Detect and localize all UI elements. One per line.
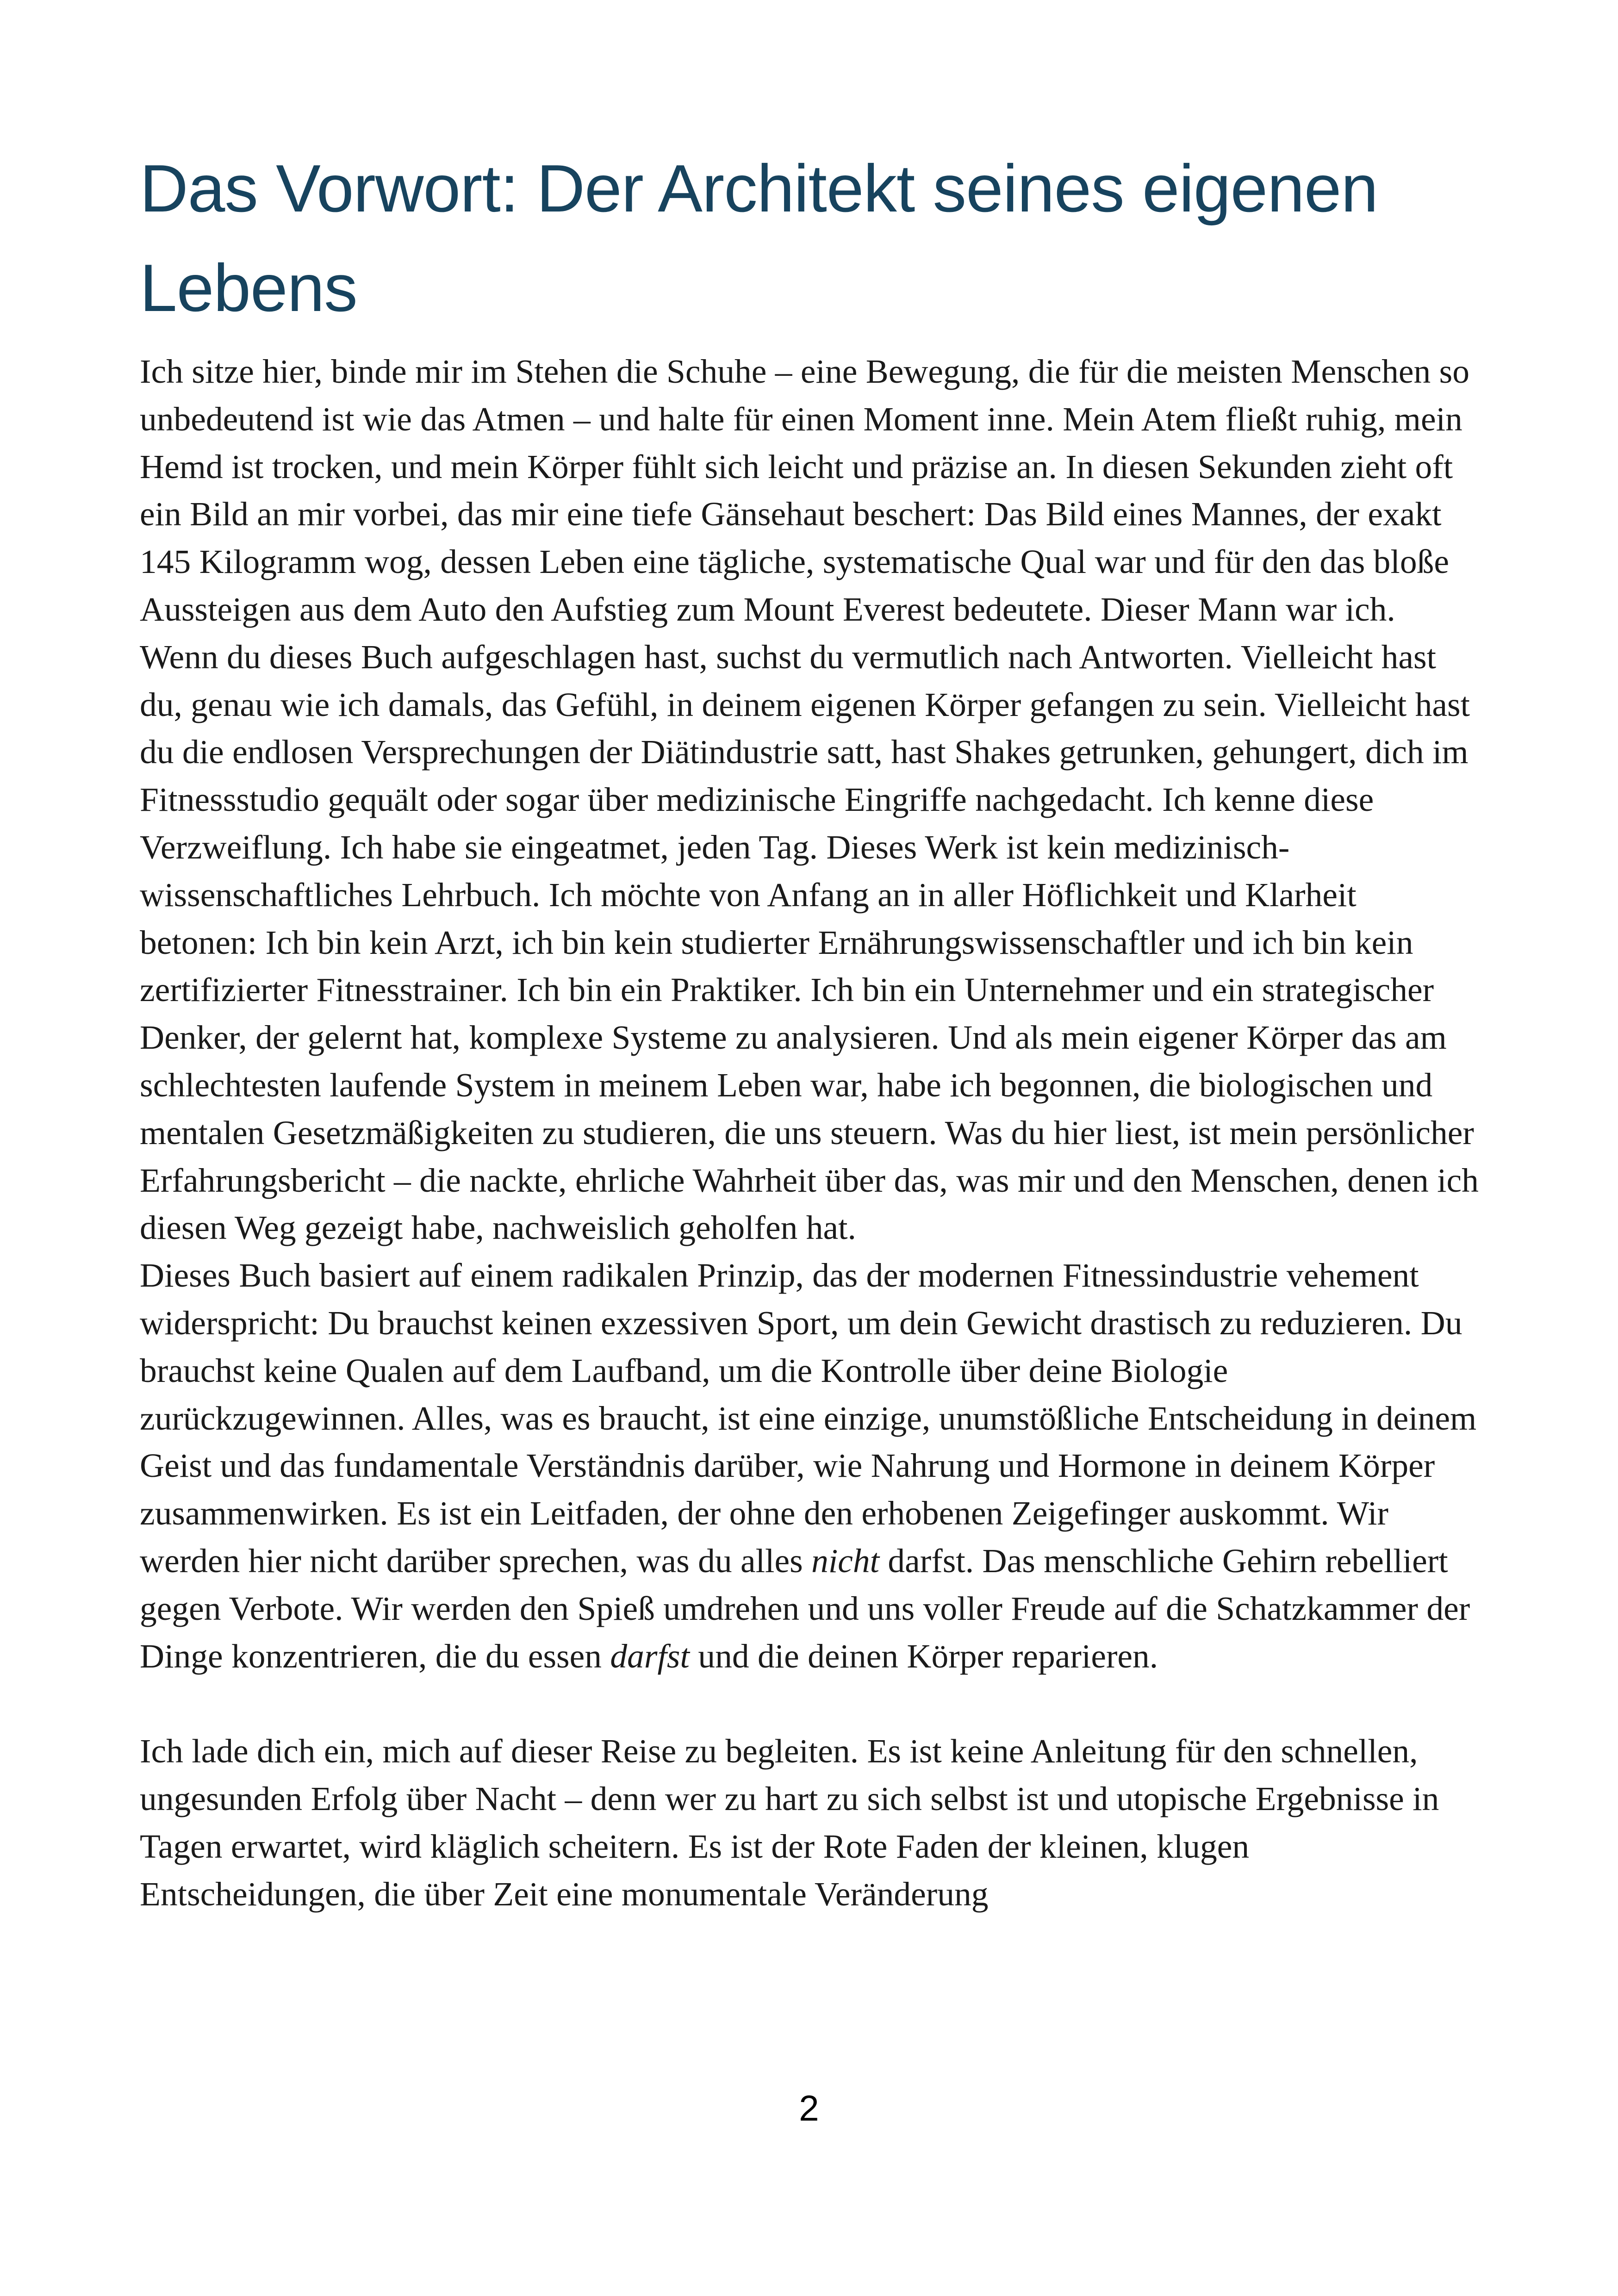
- page-number: 2: [799, 2088, 819, 2128]
- body-text: [140, 348, 1482, 1918]
- emphasis-nicht: nicht: [811, 1542, 880, 1580]
- emphasis-darfst: darfst: [610, 1637, 690, 1675]
- paragraph-1: Ich sitze hier, binde mir im Stehen die Schuhe – eine Bewegung, die für die meisten Menschen so unbedeutend ist wie das Atmen – und halte für einen Moment inne. Mein Atem fließt ruhig, mein Hemd ist trocken, und mein Körper fühlt sich leicht und präzise an. In diesen Sekunden zieht oft ein Bild an mir vorbei, das mir eine tiefe Gänsehaut beschert: Das Bild eines Mannes, der exakt 145 Kilogramm wog, dessen Leben eine tägliche, systematische Qual war und für den das bloße Aussteigen aus dem Auto den Aufstieg zum Mount Everest bedeutete. Dieser Mann war ich.: [140, 353, 1469, 628]
- paragraph-4: Ich lade dich ein, mich auf dieser Reise zu begleiten. Es ist keine Anleitung für den schnellen, ungesunden Erfolg über Nacht – denn wer zu hart zu sich selbst ist und utopische Ergebnisse in Tagen erwartet, wird kläglich scheitern. Es ist der Rote Faden der kleinen, klugen Entscheidungen, die über Zeit eine monumentale Veränderung: [140, 1732, 1439, 1913]
- paragraph-2: Wenn du dieses Buch aufgeschlagen hast, suchst du vermutlich nach Antworten. Vielleicht hast du, genau wie ich damals, das Gefühl, in deinem eigenen Körper gefangen zu sein. Vielleicht hast du die endlosen Versprechungen der Diätindustrie satt, hast Shakes getrunken, gehungert, dich im Fitnessstudio gequält oder sogar über medizinische Eingriffe nachgedacht. Ich kenne diese Verzweiflung. Ich habe sie eingeatmet, jeden Tag. Dieses Werk ist kein medizinisch-wissenschaftliches Lehrbuch. Ich möchte von Anfang an in aller Höflichkeit und Klarheit betonen: Ich bin kein Arzt, ich bin kein studierter Ernährungswissenschaftler und ich bin kein zertifizierter Fitnesstrainer. Ich bin ein Praktiker. Ich bin ein Unternehmer und ein strategischer Denker, der gelernt hat, komplexe Systeme zu analysieren. Und als mein eigener Körper das am schlechtesten laufende System in meinem Leben war, habe ich begonnen, die biologischen und mentalen Gesetzmäßigkeiten zu studieren, die uns steuern. Was du hier liest, ist mein persönlicher Erfahrungsbericht – die nackte, ehrliche Wahrheit über das, was mir und den Menschen, denen ich diesen Weg gezeigt habe, nachweislich geholfen hat.: [140, 638, 1479, 1247]
- paragraph-3-part-1: Dieses Buch basiert auf einem radikalen Prinzip, das der modernen Fitnessindustrie vehement widerspricht: Du brauchst keinen exzessiven Sport, um dein Gewicht drastisch zu reduzieren. Du brauchst keine Qualen auf dem Laufband, um die Kontrolle über deine Biologie zurückzugewinnen. Alles, was es braucht, ist eine einzige, unumstößliche Entscheidung in deinem Geist und das fundamentale Verständnis darüber, wie Nahrung und Hormone in deinem Körper zusammenwirken. Es ist ein Leitfaden, der ohne den erhobenen Zeigefinger auskommt. Wir werden hier nicht darüber sprechen, was du alles: [140, 1257, 1477, 1580]
- paragraph-3: [140, 1252, 1482, 1680]
- paragraph-3-part-3: und die deinen Körper reparieren.: [698, 1637, 1158, 1675]
- paragraph-3-part-2: darfst. Das menschliche Gehirn rebelliert gegen Verbote. Wir werden den Spieß umdrehen und uns voller Freude auf die Schatzkammer der Dinge konzentrieren, die du essen: [140, 1542, 1470, 1675]
- page-content: [140, 139, 1482, 1918]
- chapter-title: Das Vorwort: Der Architekt seines eigenen Lebens: [140, 151, 1378, 325]
